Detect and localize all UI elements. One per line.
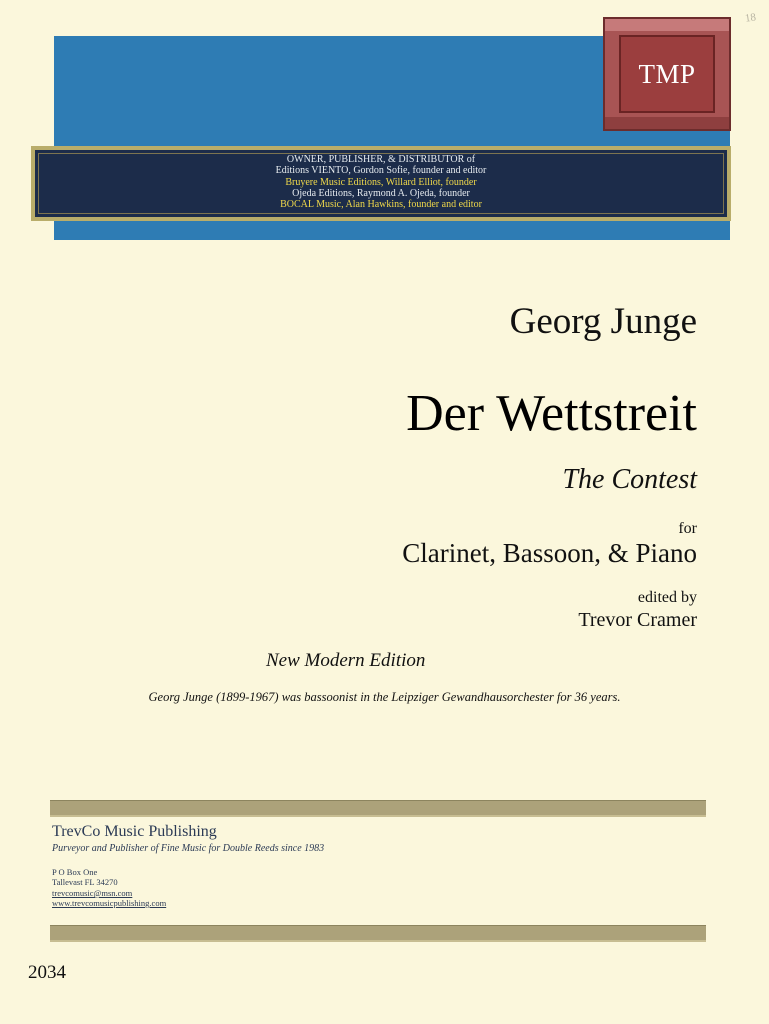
publisher-panel <box>31 146 731 221</box>
tmp-logo-text: TMP <box>638 58 696 89</box>
publisher-tagline: Purveyor and Publisher of Fine Music for Double Reeds since 1983 <box>52 843 325 854</box>
instrumentation: Clarinet, Bassoon, & Piano <box>402 538 697 568</box>
work-subtitle: The Contest <box>562 464 697 495</box>
edited-by-label: edited by <box>637 589 697 606</box>
footer-rule-top <box>50 800 706 817</box>
website-link: www.trevcomusicpublishing.com <box>52 898 167 908</box>
publisher-line: Ojeda Editions, Raymond A. Ojeda, founder <box>292 187 470 199</box>
tmp-logo <box>603 17 731 131</box>
composer-name: Georg Junge <box>509 301 697 342</box>
publisher-line: BOCAL Music, Alan Hawkins, founder and editor <box>280 199 482 211</box>
email-link: trevcomusic@msn.com <box>52 888 133 898</box>
for-label: for <box>678 520 697 537</box>
catalog-number: 2034 <box>28 962 66 983</box>
work-title: Der Wettstreit <box>406 385 697 442</box>
publisher-line: Editions VIENTO, Gordon Sofie, founder and editor <box>275 165 487 177</box>
publisher-line: OWNER, PUBLISHER, & DISTRIBUTOR of <box>286 154 476 165</box>
footer-rule-bottom <box>50 925 706 942</box>
publisher-name: TrevCo Music Publishing <box>52 823 217 840</box>
composer-bio: Georg Junge (1899-1967) was bassoonist in the Leipziger Gewandhausorchester for 36 years. <box>148 690 621 704</box>
address-line: P O Box One <box>52 867 98 877</box>
publisher-line: Bruyere Music Editions, Willard Elliot, founder <box>285 176 477 188</box>
address-line: Tallevast FL 34270 <box>52 877 118 887</box>
tmp-logo-bevel-top <box>605 19 729 31</box>
publisher-lines <box>35 154 727 210</box>
tmp-logo-bevel-bottom <box>605 117 729 129</box>
tmp-logo-inner <box>619 35 715 113</box>
editor-name: Trevor Cramer <box>578 609 697 631</box>
edition-label: New Modern Edition <box>266 650 426 671</box>
margin-note: 18 <box>744 11 757 25</box>
